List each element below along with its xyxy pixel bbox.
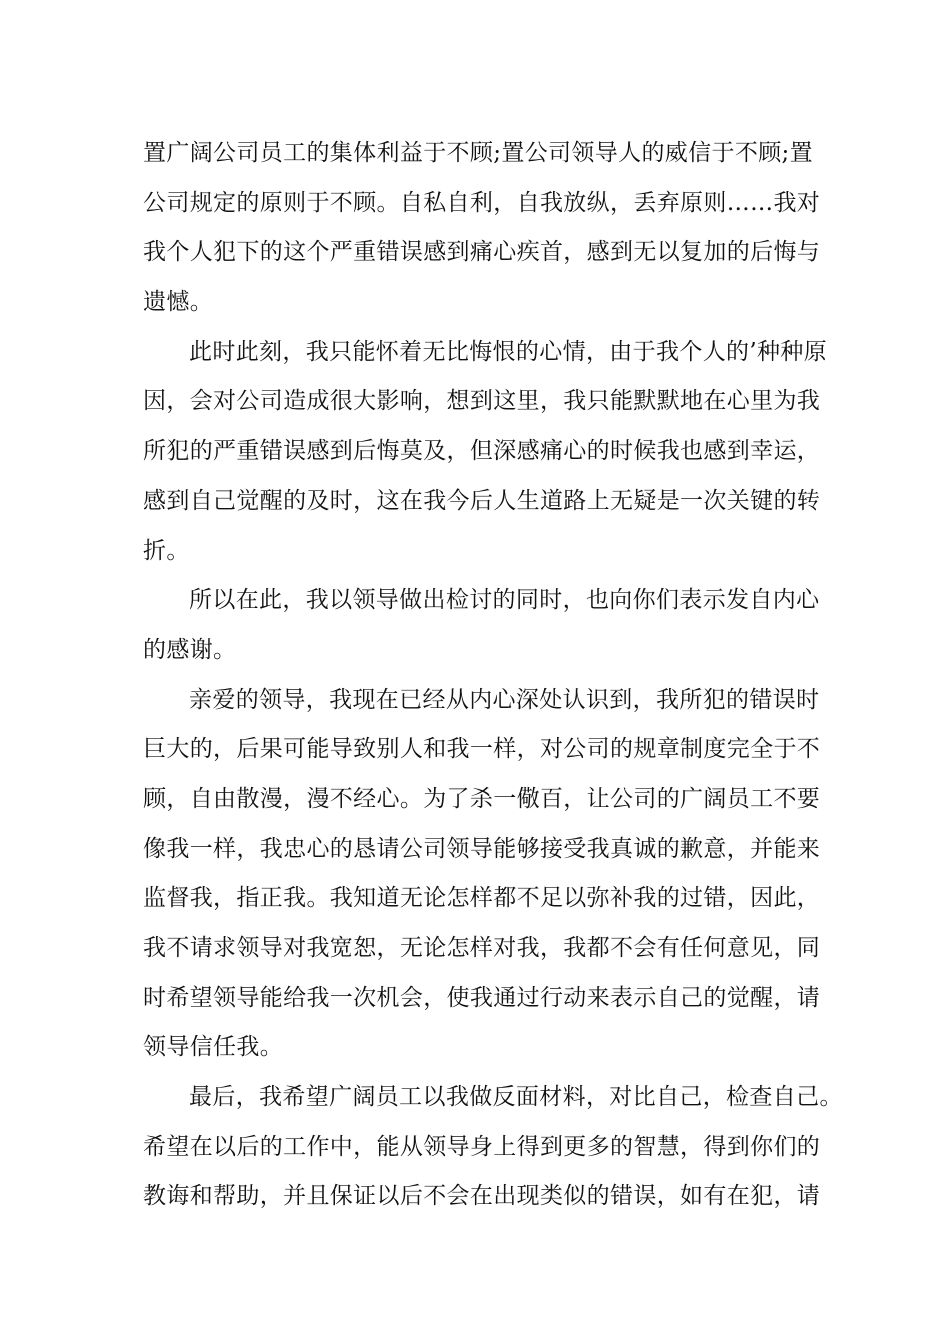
text-line: 所犯的严重错误感到后悔莫及，但深感痛心的时候我也感到幸运， [143, 438, 821, 465]
text-line: 置广阔公司员工的集体利益于不顾;置公司领导人的威信于不顾;置 [143, 140, 813, 166]
text-line: 折。 [143, 537, 190, 564]
text-line: 顾，自由散漫，漫不经心。为了杀一儆百，让公司的广阔员工不要 [143, 785, 821, 812]
text-line: 时希望领导能给我一次机会，使我通过行动来表示自己的觉醒，请 [143, 984, 821, 1011]
paragraph-start-line: 亲爱的领导，我现在已经从内心深处认识到，我所犯的错误时 [189, 686, 820, 713]
text-line: 遗憾。 [143, 289, 214, 316]
text-line: 我不请求领导对我宽恕，无论怎样对我，我都不会有任何意见，同 [143, 935, 821, 961]
paragraph-start-line: 最后，我希望广阔员工以我做反面材料，对比自己，检查自己。 [189, 1084, 843, 1111]
text-line: 我个人犯下的这个严重错误感到痛心疾首，感到无以复加的后悔与 [143, 239, 821, 266]
text-line: 监督我，指正我。我知道无论怎样都不足以弥补我的过错，因此， [143, 885, 821, 912]
document-body [143, 129, 843, 1222]
text-line: 的感谢。 [143, 636, 237, 663]
text-line: 感到自己觉醒的及时，这在我今后人生道路上无疑是一次关键的转 [143, 487, 821, 514]
text-line: 公司规定的原则于不顾。自私自利，自我放纵，丢弃原则……我对 [143, 189, 821, 216]
text-line: 教诲和帮助，并且保证以后不会在出现类似的错误，如有在犯，请 [143, 1183, 821, 1210]
text-line: 领导信任我。 [143, 1034, 284, 1061]
text-line: 希望在以后的工作中，能从领导身上得到更多的智慧，得到你们的 [143, 1133, 821, 1160]
text-line: 巨大的，后果可能导致别人和我一样，对公司的规章制度完全于不 [143, 736, 821, 763]
text-line: 像我一样，我忠心的恳请公司领导能够接受我真诚的歉意，并能来 [143, 835, 821, 862]
paragraph-start-line: 所以在此，我以领导做出检讨的同时，也向你们表示发自内心 [189, 587, 820, 614]
paragraph-start-line: 此时此刻，我只能怀着无比悔恨的心情，由于我个人的’种种原 [189, 338, 828, 365]
text-line: 因，会对公司造成很大影响，想到这里，我只能默默地在心里为我 [143, 388, 821, 415]
